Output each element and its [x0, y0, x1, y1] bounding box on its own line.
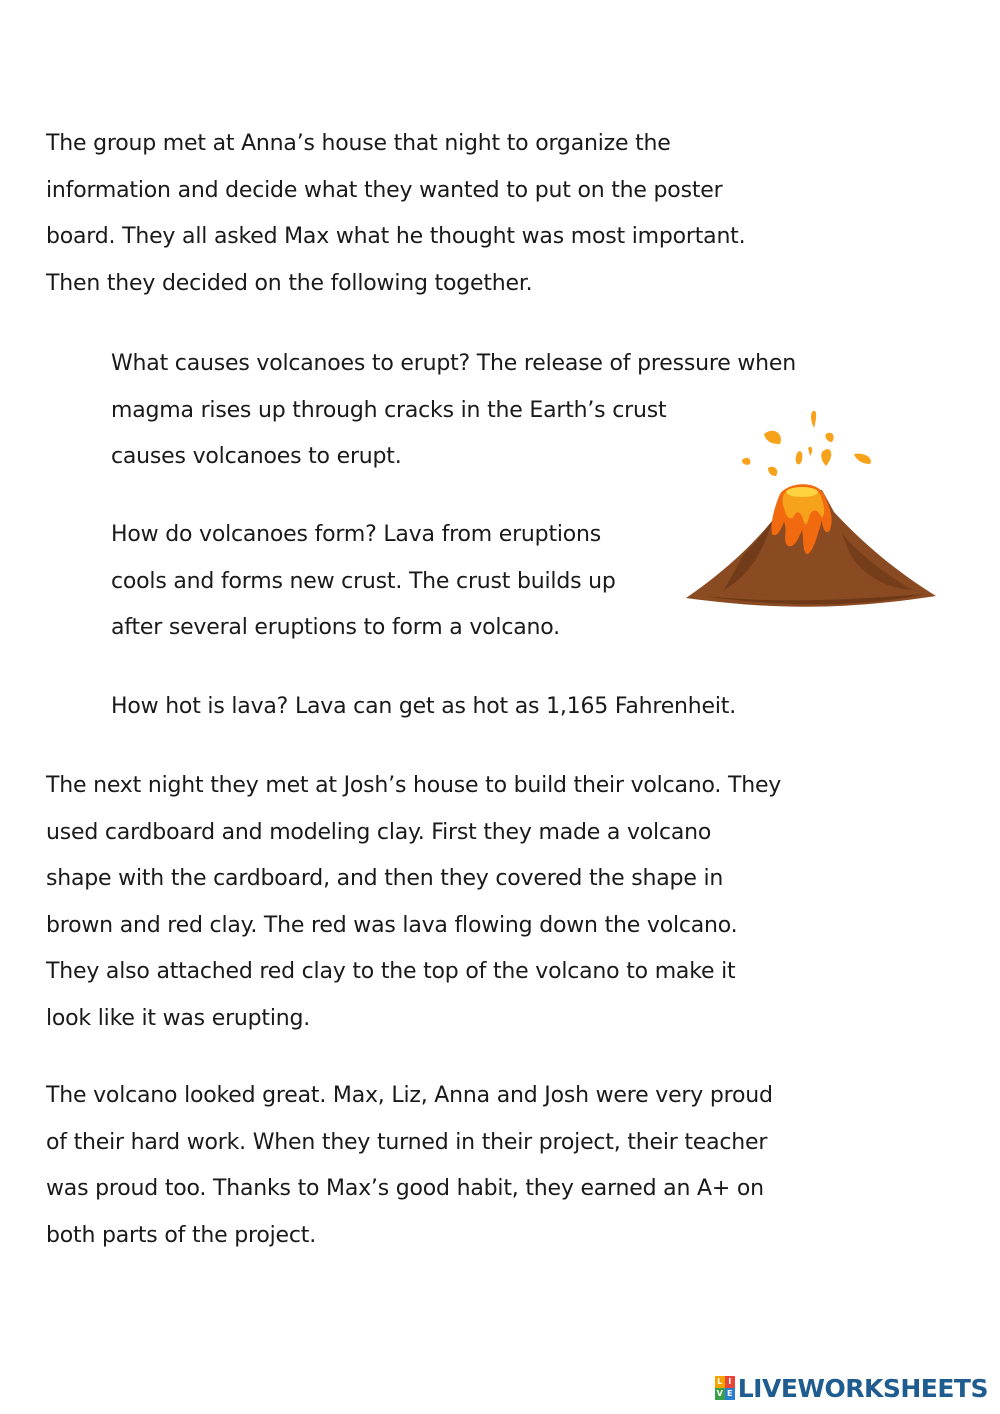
text-line: How do volcanoes form? Lava from eruptions: [111, 522, 602, 547]
badge-letter: E: [725, 1388, 735, 1400]
lava-splash-icon: [742, 411, 871, 476]
text-line: What causes volcanoes to erupt? The release of pressure when: [111, 351, 796, 376]
text-line: magma rises up through cracks in the Earth’s crust: [111, 397, 667, 423]
question-formation-paragraph: [111, 512, 616, 652]
text-line: used cardboard and modeling clay. First they made a volcano: [46, 819, 712, 845]
liveworksheets-watermark: [715, 1374, 988, 1402]
text-line: causes volcanoes to erupt.: [111, 444, 402, 469]
badge-letter: V: [716, 1389, 723, 1398]
badge-letter: L: [715, 1376, 725, 1388]
text-line: after several eruptions to form a volcano.: [111, 615, 560, 640]
text-line: cools and forms new crust. The crust builds up: [111, 568, 616, 594]
liveworksheets-logo-icon: [715, 1376, 735, 1400]
text-line: board. They all asked Max what he thought was most important.: [46, 224, 746, 249]
text-line: shape with the cardboard, and then they covered the shape in: [46, 866, 724, 891]
text-line: Then they decided on the following together.: [46, 270, 533, 296]
text-line: of their hard work. When they turned in their project, their teacher: [46, 1129, 768, 1155]
text-line: look like it was erupting.: [46, 1005, 311, 1031]
text-line: was proud too. Thanks to Max’s good habit, they earned an A+ on: [46, 1176, 764, 1201]
text-line: information and decide what they wanted to put on the poster: [46, 177, 723, 203]
ending-paragraph: [46, 1073, 773, 1259]
text-line: The next night they met at Josh’s house to build their volcano. They: [46, 773, 782, 798]
volcano-icon: [684, 404, 938, 608]
text-line: brown and red clay. The red was lava flowing down the volcano.: [46, 912, 738, 938]
badge-letter: I: [725, 1376, 735, 1388]
question-lava-heat-paragraph: [111, 684, 736, 731]
intro-paragraph: [46, 121, 745, 307]
text-line: The volcano looked great. Max, Liz, Anna and Josh were very proud: [46, 1083, 773, 1108]
text-line: The group met at Anna’s house that night to organize the: [46, 131, 671, 156]
text-line: How hot is lava? Lava can get as hot as 1,165 Fahrenheit.: [111, 694, 736, 719]
text-line: They also attached red clay to the top of the volcano to make it: [46, 959, 736, 984]
build-paragraph: [46, 763, 781, 1042]
text-line: both parts of the project.: [46, 1222, 317, 1248]
watermark-text: LIVEWORKSHEETS: [737, 1373, 988, 1403]
